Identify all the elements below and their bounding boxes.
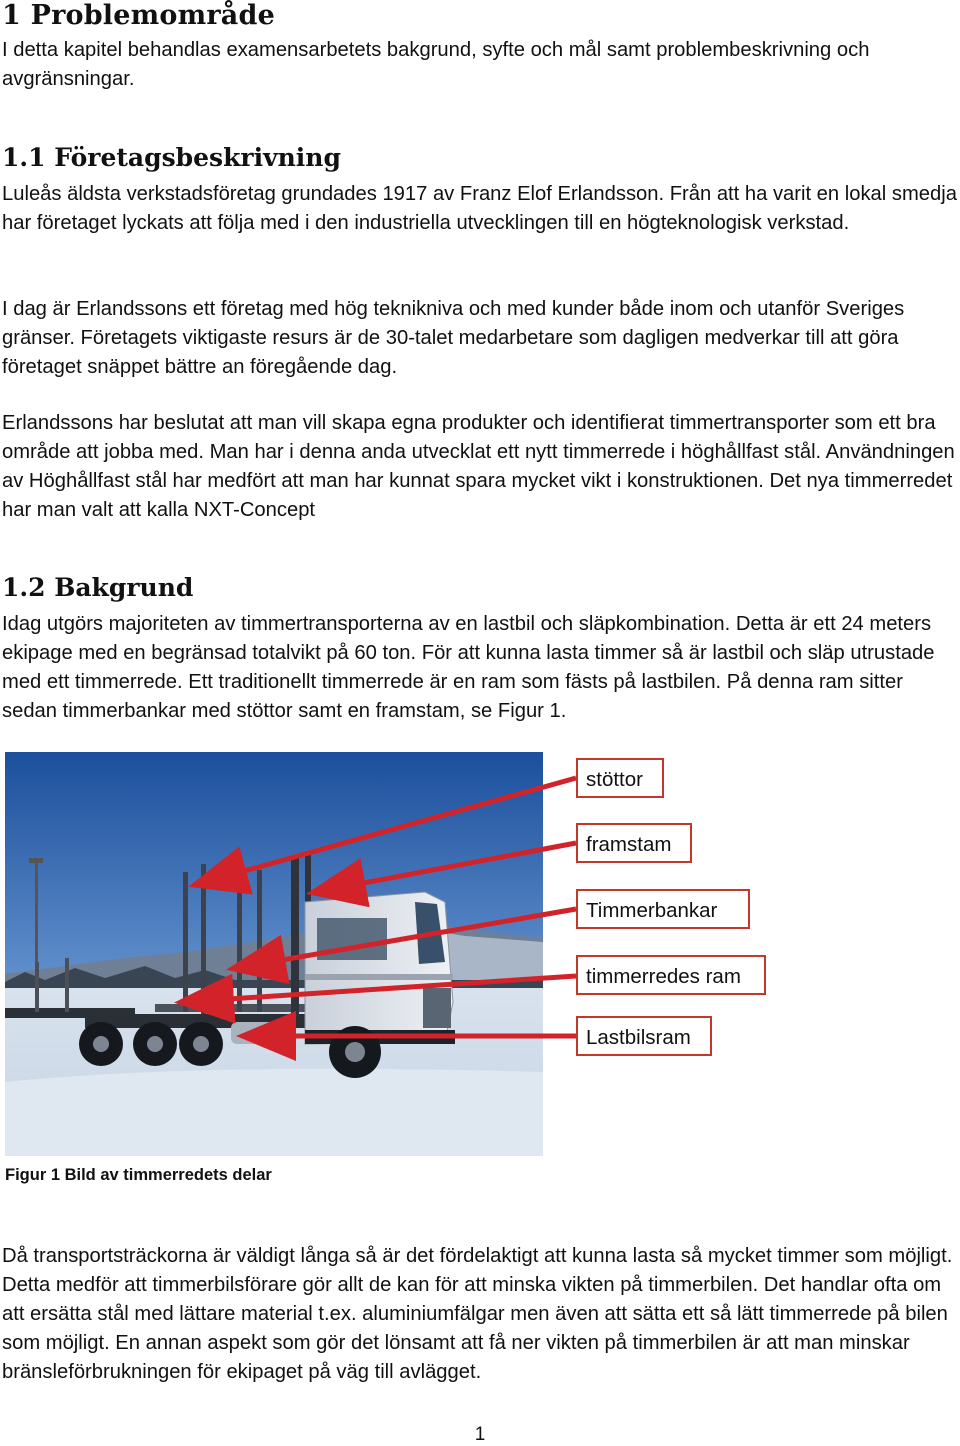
label-timmerbankar: Timmerbankar (576, 889, 750, 929)
timber-truck-photo (5, 752, 543, 1156)
section-heading-1-2 (2, 573, 193, 602)
section-number: 1.2 (2, 573, 46, 602)
section-number: 1.1 (2, 143, 46, 172)
company-paragraph-3: Erlandssons har beslutat att man vill skapa egna produkter och identifierat timmertransporter som ett bra område att jobba med. Man har i denna anda utvecklat ett nytt timmerrede i höghållfast stål. Användningen av Höghållfast stål har medfört att man har kunnat spara mycket vikt i konstruktionen. Det nya timmerredet har man valt att kalla NXT-Concept (2, 412, 955, 521)
company-paragraph-2: I dag är Erlandssons ett företag med hög teknikniva och med kunder både inom och utanför Sveriges gränser. Företagets viktigaste resurs är de 30-talet medarbetare som dagligen medverkar till att göra företaget snäppet bättre an föregående dag. (2, 298, 905, 378)
company-paragraph-1: Luleås äldsta verkstadsföretag grundades 1917 av Franz Elof Erlandsson. Från att ha varit en lokal smedja har företaget lyckats att följa med i den industriella utvecklingen till en högteknologisk verkstad. (2, 183, 957, 234)
label-framstam: framstam (576, 823, 692, 863)
section-title: Företagsbeskrivning (54, 143, 341, 172)
chapter-heading: 1 Problemområde (2, 0, 275, 31)
label-stottor: stöttor (576, 758, 664, 798)
label-lastbilsram: Lastbilsram (576, 1016, 712, 1056)
label-timmerredes-ram: timmerredes ram (576, 955, 766, 995)
section-title: Bakgrund (54, 573, 194, 602)
closing-paragraph: Då transportsträckorna är väldigt långa så är det fördelaktigt att kunna lasta så mycket timmer som möjligt. Detta medför att timmerbilsförare gör allt de kan för att minska vikten på timmerbilen. Det handlar ofta om att ersätta stål med lättare material t.ex. aluminiumfälgar men även att sätta ett så lätt timmerrede på bilen som möjligt. En annan aspekt som gör det lönsamt att få ner vikten på timmerbilen är att man minskar bränsleförbrukningen för ekipaget på väg till avlägget. (2, 1245, 953, 1383)
background-paragraph: Idag utgörs majoriteten av timmertransporterna av en lastbil och släpkombination. Detta är ett 24 meters ekipage med en begränsad totalvikt på 60 ton. För att kunna lasta timmer så är lastbil och släp utrustade med ett timmerrede. Ett traditionellt timmerrede är en ram som fästs på lastbilen. På denna ram sitter sedan timmerbankar med stöttor samt en framstam, se Figur 1. (2, 613, 935, 722)
figure-caption: Figur 1 Bild av timmerredets delar (5, 1166, 272, 1184)
section-heading-1-1 (2, 143, 341, 172)
intro-paragraph: I detta kapitel behandlas examensarbetets bakgrund, syfte och mål samt problembeskrivning och avgränsningar. (2, 39, 870, 90)
page-number: 1 (474, 1424, 486, 1445)
